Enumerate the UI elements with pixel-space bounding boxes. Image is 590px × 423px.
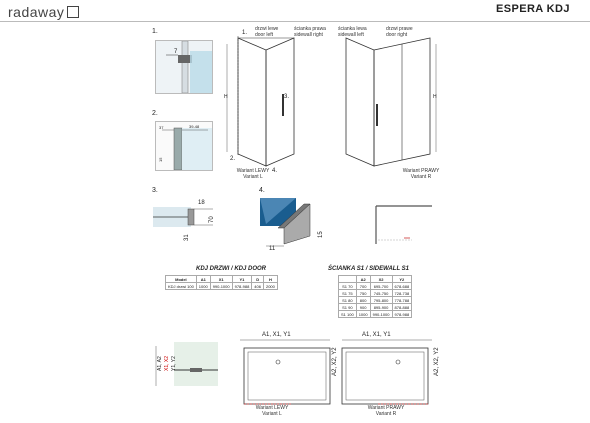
table-row	[339, 311, 412, 318]
table-row	[339, 297, 412, 304]
table-row	[339, 304, 412, 311]
detail-2-dim-b: 39-48	[189, 124, 200, 129]
table-cell: 900	[356, 304, 370, 311]
door-table-col: D	[252, 276, 264, 283]
table-cell: S1 70	[339, 283, 357, 290]
product-title: ESPERA KDJ	[496, 3, 570, 15]
door-label-pl: drzwi prawe	[386, 26, 413, 32]
wall-table-col: A2	[356, 276, 370, 283]
detail-4-number: 4.	[259, 187, 265, 194]
bottom-detail	[150, 340, 220, 395]
elevation-left-variant	[232, 168, 274, 180]
detail-4-dim-b: 15	[318, 231, 324, 238]
table-cell: 978-988	[232, 283, 252, 290]
variant-label-pl: Wariant LEWY	[236, 168, 270, 174]
plan-right-side-dim: A2, X2, Y2	[434, 347, 440, 376]
elevation-left-callout-1: 1.	[242, 30, 248, 36]
door-label-en: door right	[386, 32, 408, 38]
wall-label-en: sidewall right	[294, 32, 323, 38]
table-cell: S1 80	[339, 297, 357, 304]
variant-label-en: Variant L	[262, 411, 282, 417]
door-table-header	[166, 276, 278, 283]
top-plan-drawing	[372, 200, 444, 250]
table-cell: S1 75	[339, 290, 357, 297]
wall-table-title: ŚCIANKA S1 / SIDEWALL S1	[328, 266, 410, 272]
detail-3-dim-c: 31	[184, 234, 190, 241]
table-cell: 990-1000	[370, 311, 392, 318]
variant-label-pl: Wariant PRAWY	[367, 405, 405, 411]
elevation-right-height: H	[433, 94, 437, 100]
bottom-detail-drawing	[150, 340, 220, 395]
elevation-right-variant	[400, 168, 442, 180]
wall-label-pl: ścianka prawa	[294, 26, 326, 32]
table-cell: 700	[356, 283, 370, 290]
wall-label-en: sidewall left	[338, 32, 364, 38]
elevation-left-door-label	[255, 26, 278, 38]
table-cell: 990-1000	[210, 283, 232, 290]
door-label-en: door left	[255, 32, 274, 38]
detail-4-drawing	[258, 196, 328, 251]
table-cell: 878-888	[392, 304, 412, 311]
detail-3-dim-a: 18	[198, 200, 205, 206]
table-cell: 678-688	[392, 283, 412, 290]
table-cell: 1000	[196, 283, 210, 290]
elevation-left-callout-2: 2.	[230, 156, 236, 162]
brand-name: radaway	[8, 4, 65, 20]
door-table-col: A1	[196, 276, 210, 283]
table-row	[339, 283, 412, 290]
door-table-col: X1	[210, 276, 232, 283]
top-plan	[372, 200, 444, 250]
door-table-col: Y1	[232, 276, 252, 283]
variant-label-pl: Wariant PRAWY	[402, 168, 440, 174]
detail-4-dim-a: 11	[269, 246, 276, 251]
detail-3-dim-b: 70	[209, 216, 215, 223]
plan-left-variant	[248, 405, 296, 417]
table-cell: S1 100	[339, 311, 357, 318]
elevation-left-callout-3: 3.	[284, 94, 290, 100]
table-row	[339, 290, 412, 297]
door-table-title: KDJ DRZWI / KDJ DOOR	[196, 266, 267, 272]
detail-3-number: 3.	[152, 187, 158, 194]
table-cell: 406	[252, 283, 264, 290]
detail-3-image	[153, 195, 218, 245]
bottom-detail-dim-y: Y1, Y2	[171, 356, 177, 371]
elevation-left	[222, 24, 332, 174]
door-table-col: H	[263, 276, 277, 283]
variant-label-pl: Wariant LEWY	[255, 405, 289, 411]
variant-label-en: Variant R	[375, 411, 397, 417]
table-row	[166, 283, 278, 290]
wall-table-col: Y2	[392, 276, 412, 283]
plan-left-side-dim: A2, X2, Y2	[332, 347, 338, 376]
elevation-right-drawing	[332, 24, 442, 174]
elevation-left-callout-4: 4.	[272, 168, 278, 174]
detail-1-image	[155, 40, 213, 94]
elevation-right-wall-label	[338, 26, 367, 38]
detail-2-image	[155, 121, 213, 171]
table-cell: 2000	[263, 283, 277, 290]
table-cell: 778-788	[392, 297, 412, 304]
wall-table-header	[339, 276, 412, 283]
table-cell: 750	[356, 290, 370, 297]
elevation-right	[332, 24, 442, 174]
detail-2-dim-a: 37	[159, 125, 164, 130]
table-cell: 745-750	[370, 290, 392, 297]
table-cell: 1000	[356, 311, 370, 318]
table-cell: 795-800	[370, 297, 392, 304]
door-table	[165, 275, 278, 290]
plan-left-top-dim: A1, X1, Y1	[262, 332, 291, 338]
wall-table	[338, 275, 412, 318]
plan-right-variant	[362, 405, 410, 417]
table-cell: 800	[356, 297, 370, 304]
elevation-left-wall-label	[294, 26, 326, 38]
elevation-left-height: H	[224, 94, 228, 100]
header-divider	[0, 21, 590, 22]
table-cell: 895-900	[370, 304, 392, 311]
detail-2-number: 2.	[152, 110, 158, 117]
variant-label-en: Variant L	[243, 174, 263, 180]
door-table-col: Model	[166, 276, 197, 283]
wall-label-pl: ścianka lewa	[338, 26, 367, 32]
detail-1-number: 1.	[152, 28, 158, 35]
brand-mark-icon	[67, 6, 79, 18]
door-label-pl: drzwi lewe	[255, 26, 279, 32]
elevation-left-drawing	[222, 24, 332, 174]
variant-label-en: Variant R	[410, 174, 432, 180]
table-cell: 728-738	[392, 290, 412, 297]
detail-2-dim-c: 15	[158, 157, 163, 162]
table-cell: KDJ drzwi 100	[166, 283, 197, 290]
detail-4-image	[258, 196, 328, 251]
detail-1-dim: 7	[174, 49, 178, 55]
bottom-detail-dim-a: A1, A2	[157, 356, 163, 371]
table-cell: 978-988	[392, 311, 412, 318]
elevation-right-door-label	[386, 26, 413, 38]
wall-table-col: X2	[370, 276, 392, 283]
plan-right-top-dim: A1, X1, Y1	[362, 332, 391, 338]
table-cell: 695-700	[370, 283, 392, 290]
table-cell: S1 90	[339, 304, 357, 311]
detail-1-drawing	[156, 41, 212, 93]
detail-2-drawing	[156, 122, 212, 170]
bottom-detail-dim-x: X1, X2	[164, 355, 170, 371]
brand-logo	[8, 4, 79, 20]
wall-table-col	[339, 276, 357, 283]
detail-3-drawing	[153, 195, 218, 245]
